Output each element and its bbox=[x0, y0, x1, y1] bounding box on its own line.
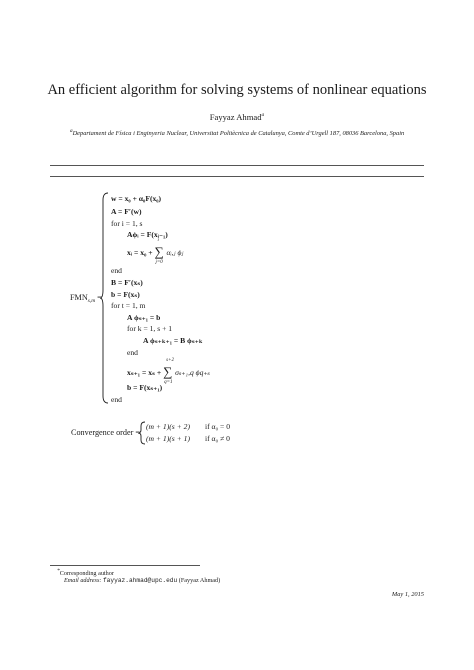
line-A-phi-sk1: A ϕₛ₊ₖ₊₁ = B ϕₛ₊ₖ bbox=[143, 336, 203, 345]
author-mark: a bbox=[261, 112, 265, 119]
paper-title: An efficient algorithm for solving systems of nonlinear equations bbox=[47, 82, 427, 98]
top-rule bbox=[50, 165, 424, 166]
line-b-1: b = F(xₛ) bbox=[111, 290, 140, 299]
line-end-3: end bbox=[111, 395, 122, 404]
affiliation-text: Departament de Física i Enginyeria Nuclear, Universitat Politècnica de Catalunya, Comte d’Urgell 187, 08036 Barcelona, Spain bbox=[72, 130, 405, 138]
line-for-t: for t = 1, m bbox=[111, 301, 146, 310]
line-x-s1: xₛ₊₁ = xₛ + ∑ s+2 q=1 σₛ₊₁,q ϕq₊ₛ bbox=[127, 358, 210, 385]
line-for-i: for i = 1, s bbox=[111, 219, 143, 228]
affiliation-mark: a bbox=[69, 128, 73, 134]
line-x-i: xᵢ = x₀ + ∑ i j=0 αᵢ,ⱼ ϕⱼ bbox=[127, 238, 184, 265]
line-end-1: end bbox=[111, 266, 122, 275]
algorithm-label: $FMN_{s,m}$ = bbox=[70, 293, 102, 304]
abstract-rule bbox=[50, 176, 424, 177]
line-for-k: for k = 1, s + 1 bbox=[127, 324, 173, 333]
algorithm-brace bbox=[100, 192, 110, 404]
line-w: w = x₀ + α₀F(x₀) bbox=[111, 194, 162, 203]
author-line bbox=[0, 112, 474, 122]
line-A-phi-s1: A ϕₛ₊₁ = b bbox=[127, 313, 161, 322]
case-1-condition: if α₀ = 0 bbox=[205, 422, 231, 431]
line-b-2: b = F(xₛ₊₁) bbox=[127, 383, 163, 392]
line-B: B = F′(xₛ) bbox=[111, 278, 143, 287]
line-A: A = F′(w) bbox=[111, 207, 142, 216]
footnote-corresponding: *Corresponding author bbox=[57, 568, 114, 578]
footnote-email: Email address: fayyaz.ahmad@upc.edu (Fayyaz Ahmad) bbox=[64, 577, 221, 584]
footnote-rule bbox=[50, 565, 200, 566]
line-A-phi-i: Aϕᵢ = F(xᵢ₋₁) bbox=[127, 230, 168, 239]
author-name: Fayyaz Ahmad bbox=[209, 112, 262, 122]
email-address[interactable]: fayyaz.ahmad@upc.edu bbox=[102, 577, 178, 584]
convergence-label: Convergence order = bbox=[71, 428, 141, 437]
line-end-2: end bbox=[127, 348, 138, 357]
case-2-condition: if α₀ ≠ 0 bbox=[205, 434, 230, 443]
sum-symbol-2: ∑ s+2 q=1 bbox=[163, 358, 174, 385]
convergence-brace bbox=[138, 421, 146, 445]
affiliation bbox=[0, 128, 474, 137]
sum-symbol-1: ∑ i j=0 bbox=[154, 238, 164, 265]
case-2-value: (m + 1)(s + 1) bbox=[146, 434, 190, 443]
case-1-value: (m + 1)(s + 2) bbox=[146, 422, 190, 431]
preprint-date: May 1, 2015 bbox=[391, 591, 424, 598]
